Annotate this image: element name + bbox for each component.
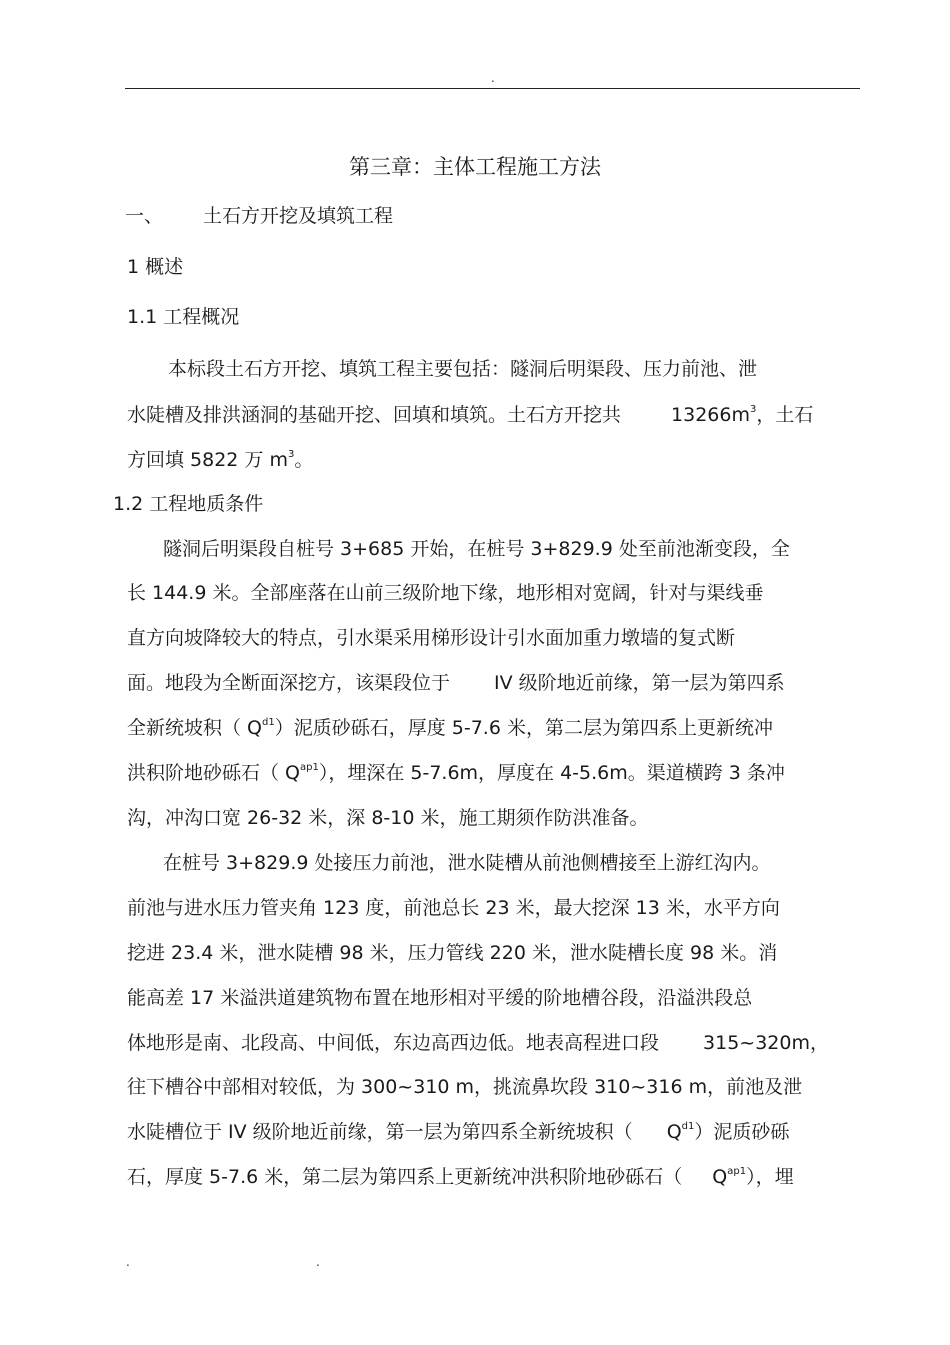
paragraph-2-line-2: 长 144.9 米。全部座落在山前三级阶地下缘，地形相对宽阔，针对与渠线垂 — [127, 582, 764, 604]
paragraph-3-line-6: 往下槽谷中部相对较低，为 300~310 m，挑流鼻坎段 310~316 m，前池及泄 — [127, 1076, 803, 1098]
superscript: ap1 — [727, 1166, 747, 1177]
text-run: Q — [666, 1121, 682, 1143]
section-label: 土石方开挖及填筑工程 — [203, 205, 394, 227]
text-run: ）泥质砂砾 — [694, 1121, 790, 1143]
paragraph-2-line-3: 直方向坡降较大的特点，引水渠采用梯形设计引水面加重力墩墙的复式断 — [127, 627, 736, 649]
paragraph-2-line-7: 沟，冲沟口宽 26-32 米，深 8-10 米，施工期须作防洪准备。 — [127, 807, 649, 829]
paragraph-3-line-7 — [127, 1119, 789, 1145]
superscript: ap1 — [300, 762, 319, 773]
paragraph-2-line-4 — [127, 670, 785, 696]
footer-dot-left: . — [126, 1255, 130, 1269]
paragraph-1-line-1: 本标段土石方开挖、填筑工程主要包括：隧洞后明渠段、压力前池、泄 — [168, 358, 758, 380]
paragraph-3-line-1: 在桩号 3+829.9 处接压力前池，泄水陡槽从前池侧槽接至上游红沟内。 — [163, 852, 771, 874]
text-run: 体地形是南、北段高、中间低，东边高西边低。地表高程进口段 — [127, 1032, 660, 1054]
text-run: 全新统坡积（ Q — [127, 717, 262, 739]
header-dot: . — [491, 71, 495, 85]
text-run: ），埋深在 5-7.6m，厚度在 4-5.6m。渠道横跨 3 条冲 — [318, 762, 785, 784]
superscript: d1 — [262, 717, 275, 728]
text-run: ，土石 — [756, 404, 814, 426]
text-run: ），埋 — [746, 1166, 794, 1188]
section-number: 一、 — [125, 205, 164, 227]
text-run: 。 — [294, 449, 314, 471]
page-title: 第三章：主体工程施工方法 — [349, 155, 601, 179]
text-run: 面。地段为全断面深挖方，该渠段位于 — [127, 672, 451, 694]
paragraph-3-line-8 — [127, 1164, 794, 1190]
paragraph-3-line-3: 挖进 23.4 米，泄水陡槽 98 米，压力管线 220 米，泄水陡槽长度 98 米。消 — [127, 942, 778, 964]
paragraph-2-line-5 — [127, 715, 773, 741]
heading-1: 1 概述 — [127, 256, 184, 278]
text-run: 13266m — [671, 404, 750, 426]
footer-dot-right: . — [316, 1255, 320, 1269]
paragraph-3-line-5 — [127, 1030, 829, 1056]
text-run: 水陡槽位于 IV 级阶地近前缘，第一层为第四系全新统坡积（ — [127, 1121, 633, 1143]
header-rule — [125, 88, 860, 89]
text-run: 洪积阶地砂砾石（ Q — [127, 762, 300, 784]
heading-1-2: 1.2 工程地质条件 — [113, 493, 264, 515]
paragraph-2-line-1: 隧洞后明渠段自桩号 3+685 开始，在桩号 3+829.9 处至前池渐变段，全 — [163, 538, 790, 560]
paragraph-2-line-6 — [127, 760, 785, 786]
text-run: 315~320m， — [703, 1032, 829, 1054]
text-run: 水陡槽及排洪涵洞的基础开挖、回填和填筑。土石方开挖共 — [127, 404, 622, 426]
superscript: d1 — [681, 1121, 695, 1132]
paragraph-3-line-2: 前池与进水压力管夹角 123 度，前池总长 23 米，最大挖深 13 米，水平方向 — [127, 897, 780, 919]
heading-1-1: 1.1 工程概况 — [127, 306, 240, 328]
text-run: 方回填 5822 万 m — [127, 449, 288, 471]
text-run: Q — [712, 1166, 728, 1188]
superscript: 3 — [287, 449, 295, 460]
text-run: 石，厚度 5-7.6 米，第二层为第四系上更新统冲洪积阶地砂砾石（ — [127, 1166, 683, 1188]
paragraph-3-line-4: 能高差 17 米溢洪道建筑物布置在地形相对平缓的阶地槽谷段，沿溢洪段总 — [127, 987, 753, 1009]
section-heading — [125, 203, 393, 229]
paragraph-1-line-2 — [127, 402, 813, 428]
superscript: 3 — [749, 404, 757, 415]
paragraph-1-line-3 — [127, 447, 313, 473]
text-run: ）泥质砂砾石，厚度 5-7.6 米，第二层为第四系上更新统冲 — [274, 717, 773, 739]
text-run: IV 级阶地近前缘，第一层为第四系 — [494, 672, 785, 694]
